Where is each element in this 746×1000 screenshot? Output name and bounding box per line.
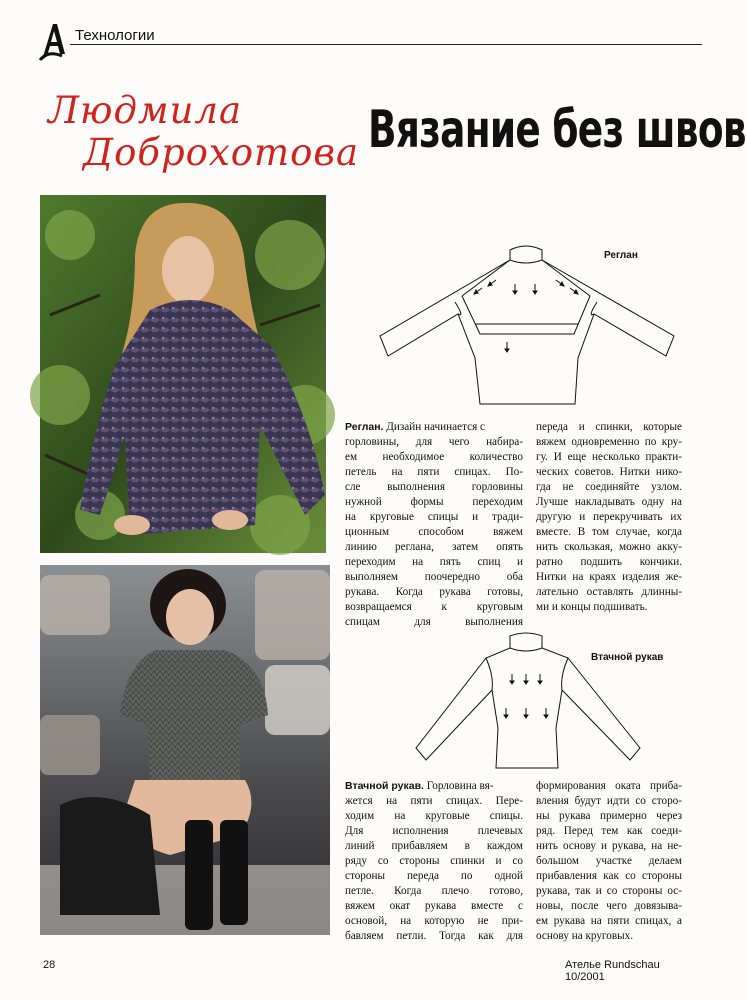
text-line: нить скользкая, можно акку- <box>536 541 682 553</box>
raglan-diagram <box>370 238 682 410</box>
text-line: другую и перекручивать их <box>536 511 682 523</box>
text-line: нужной формы переходим <box>345 496 523 508</box>
text-line: Втачной рукав. Горловина вя- <box>345 780 494 792</box>
text-line: петель на пяти спицах. По- <box>345 466 523 478</box>
text-line: Нитки на краях изделия же- <box>536 571 682 583</box>
text-line: горловины, для чего набира- <box>345 436 523 448</box>
text-line: прибавления как со стороны <box>536 870 682 882</box>
author-last-name: Доброхотова <box>83 131 359 174</box>
text-line: лательно оставлять длинны- <box>536 586 682 598</box>
setin-text-column-2 <box>536 779 682 944</box>
setin-sleeve-diagram <box>408 628 648 772</box>
text-line: переда и спинки, которые <box>536 421 682 433</box>
text-line: ходим на круговые спицы. <box>345 810 523 822</box>
text-line: основу на круговых. <box>536 930 634 942</box>
text-line: линию реглана, затем опять <box>345 541 523 553</box>
text-line: ционным способом вяжем <box>345 526 523 538</box>
raglan-text-column-2 <box>536 420 682 615</box>
header-rule <box>70 44 702 45</box>
photo-raglan-sweater <box>40 195 326 553</box>
text-line: Реглан. Дизайн начинается с <box>345 421 485 433</box>
text-line: новы, после чего довязыва- <box>536 900 682 912</box>
page-number: 28 <box>43 959 56 971</box>
text-line: Для исполнения плечевых <box>345 825 523 837</box>
text-line: гу. И еще несколько практи- <box>536 451 682 463</box>
text-line: ем рукава на пяти спицах, а <box>536 915 682 927</box>
text-line: на круговые спицы и тради- <box>345 511 523 523</box>
text-line: рукава. Когда рукава готовы, <box>345 586 523 598</box>
text-line: Лучше накладывать одну на <box>536 496 682 508</box>
text-line: ческих советов. Нитки нико- <box>536 466 682 478</box>
photo-setin-sweater <box>40 565 330 935</box>
author-first-name: Людмила <box>48 89 243 132</box>
text-line: спицам для выполнения <box>345 616 523 628</box>
text-line: вления будут идти со сторо- <box>536 795 682 807</box>
setin-text-column-1 <box>345 779 523 944</box>
setin-sleeve-label: Втачной рукав <box>591 652 664 663</box>
article-title: Вязание без швов <box>368 100 746 160</box>
text-line: формирования оката прибa- <box>536 780 682 792</box>
text-line: сле выполнения горловины <box>345 481 523 493</box>
raglan-text-column-1 <box>345 420 523 630</box>
text-line: линий прибавляем в каждом <box>345 840 523 852</box>
text-line: ми и концы подшивать. <box>536 601 648 613</box>
text-line: основой, на которую не при- <box>345 915 523 927</box>
text-line: жется на пяти спицах. Пере- <box>345 795 523 807</box>
text-line: петле. Когда плечо готово, <box>345 885 523 897</box>
raglan-label: Реглан <box>604 250 638 261</box>
text-line: ратно подшить кончики. <box>536 556 682 568</box>
text-line: ряд. Перед тем как соеди- <box>536 825 682 837</box>
text-line: нить основу и рукава, на не- <box>536 840 682 852</box>
text-line: возвращаемся к круговым <box>345 601 523 613</box>
setin-heading: Втачной рукав. <box>345 780 424 792</box>
raglan-heading: Реглан. <box>345 421 384 433</box>
text-line: большом участке делаем <box>536 855 682 867</box>
text-line: переходим на пять спиц и <box>345 556 523 568</box>
text-line: вяжем окат рукава вместе с <box>345 900 523 912</box>
text-line: стороны переда по одной <box>345 870 523 882</box>
text-line: ны рукава примерно через <box>536 810 682 822</box>
text-line: вместе. В том случае, когда <box>536 526 682 538</box>
text-line: гда не соединяйте узлом. <box>536 481 682 493</box>
section-title: Технологии <box>75 27 155 44</box>
text-line: рукава, так и со стороны ос- <box>536 885 682 897</box>
text-line: ряду со стороны спинки и со <box>345 855 523 867</box>
magazine-issue: Ателье Rundschau 10/2001 <box>565 959 660 983</box>
text-line: выполняем поочередно оба <box>345 571 523 583</box>
text-line: ем необходимое количество <box>345 451 523 463</box>
magazine-logo <box>38 20 68 62</box>
text-line: бавляем петли. Тогда как для <box>345 930 523 942</box>
text-line: вяжем одновременно по кру- <box>536 436 682 448</box>
